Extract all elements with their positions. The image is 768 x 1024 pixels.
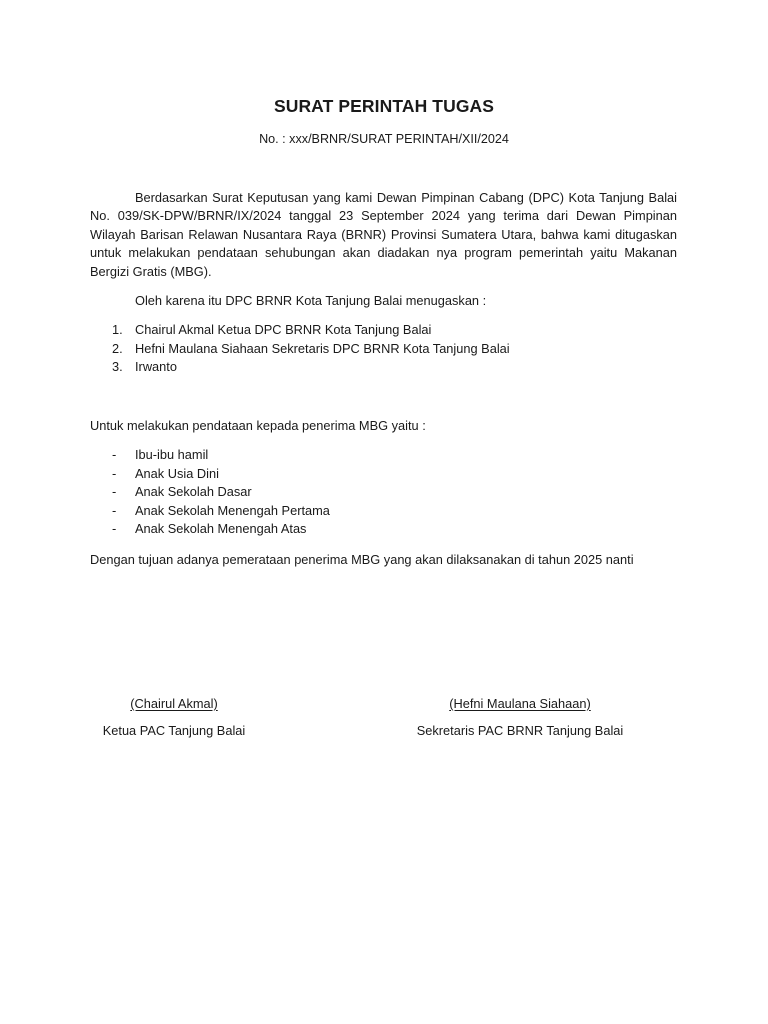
list-dash: -: [112, 465, 117, 481]
closing-sentence: Dengan tujuan adanya pemerataan penerima MBG yang akan dilaksanakan di tahun 2025 nanti: [90, 552, 634, 567]
signature-block-chairman: [78, 696, 270, 738]
list-number: 2.: [112, 340, 123, 356]
main-paragraph: Berdasarkan Surat Keputusan yang kami Dewan Pimpinan Cabang (DPC) Kota Tanjung Balai No. 039/SK-DPW/BRNR/IX/2024 tanggal 23 September 2024 yang terima dari Dewan Pimpinan Wilayah Barisan Relawan Nusantara Raya (BRNR) Provinsi Sumatera Utara, bahwa kami ditugaskan untuk melakukan pendataan sehubungan akan diadakan nya program pemerintah yaitu Makanan Bergizi Gratis (MBG).: [90, 190, 677, 279]
list-dash: -: [112, 484, 117, 500]
signatory-name: (Chairul Akmal): [130, 696, 218, 711]
recipient-text: Ibu-ibu hamil: [135, 447, 209, 462]
recipient-text: Anak Sekolah Menengah Atas: [135, 521, 307, 537]
recipient-text: Anak Sekolah Dasar: [135, 484, 252, 500]
signature-block-secretary: [404, 696, 636, 738]
assignee-text: Chairul Akmal Ketua DPC BRNR Kota Tanjung Balai: [135, 322, 432, 337]
list-number: 3.: [112, 359, 123, 375]
assignment-intro: Oleh karena itu DPC BRNR Kota Tanjung Balai menugaskan :: [135, 293, 487, 308]
list-number: 1.: [112, 322, 123, 337]
assignee-text: Hefni Maulana Siahaan Sekretaris DPC BRNR Kota Tanjung Balai: [135, 340, 510, 356]
assignee-text: Irwanto: [135, 359, 177, 375]
recipient-text: Anak Sekolah Menengah Pertama: [135, 502, 330, 518]
document-title: SURAT PERINTAH TUGAS: [273, 96, 495, 116]
list-dash: -: [112, 521, 117, 537]
list-dash: -: [112, 502, 117, 518]
list-dash: -: [112, 447, 117, 462]
recipient-text: Anak Usia Dini: [135, 465, 219, 481]
recipient-lead: Untuk melakukan pendataan kepada penerima MBG yaitu :: [90, 418, 426, 433]
signatory-role: Ketua PAC Tanjung Balai: [102, 723, 246, 738]
signatory-role: Sekretaris PAC BRNR Tanjung Balai: [416, 723, 624, 738]
document-number: No. : xxx/BRNR/SURAT PERINTAH/XII/2024: [259, 132, 509, 146]
signatory-name: (Hefni Maulana Siahaan): [449, 696, 591, 711]
